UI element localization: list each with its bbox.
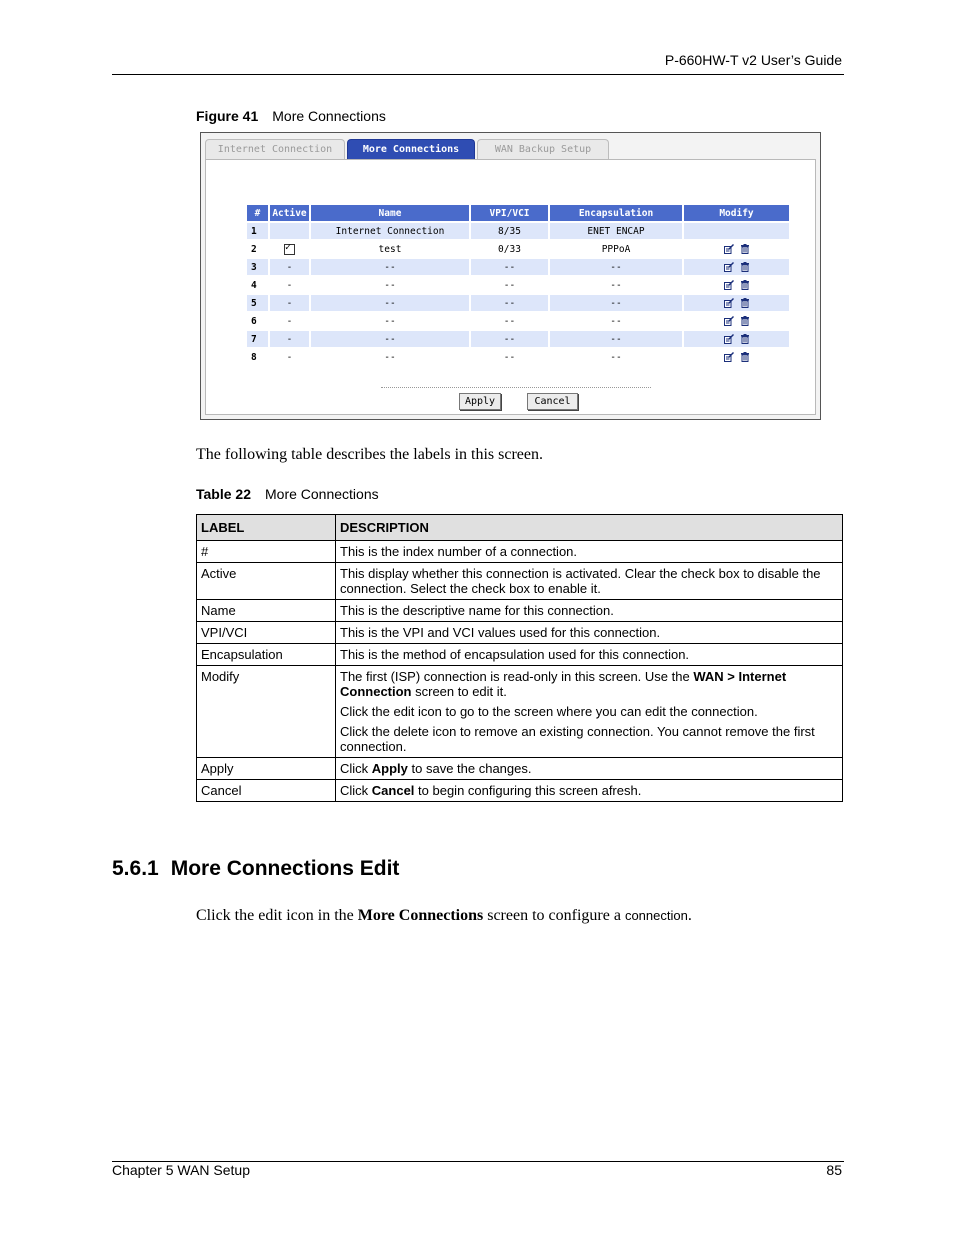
connections-panel <box>205 159 816 415</box>
active-cell <box>270 223 309 239</box>
active-cell: - <box>286 351 293 363</box>
description-text: This is the index number of a connection. <box>340 544 578 559</box>
apply-button[interactable]: Apply <box>459 393 501 410</box>
description-text: Click the edit icon to go to the screen where you can edit the connection. <box>340 704 758 719</box>
vpi-vci-cell: -- <box>471 259 548 275</box>
modify-cell <box>684 277 789 293</box>
description-text: This is the method of encapsulation used for this connection. <box>340 647 690 662</box>
name-cell: -- <box>384 315 396 327</box>
description-text: This is the descriptive name for this connection. <box>340 603 614 618</box>
description-text: This is the VPI and VCI values used for this connection. <box>340 625 661 640</box>
paragraph-end: . <box>687 907 692 924</box>
trash-icon[interactable] <box>740 316 750 326</box>
label-column-header: LABEL <box>197 515 336 541</box>
active-checkbox[interactable] <box>284 244 295 255</box>
figure-title: More Connections <box>272 108 386 124</box>
connection-row <box>247 331 789 347</box>
cancel-button[interactable]: Cancel <box>527 393 578 410</box>
description-row <box>197 622 843 644</box>
label-cell: # <box>197 541 336 563</box>
edit-icon[interactable] <box>724 352 734 362</box>
description-cell <box>336 563 843 600</box>
page-number: 85 <box>826 1162 842 1178</box>
index-cell: 4 <box>251 279 257 291</box>
edit-icon[interactable] <box>724 316 734 326</box>
trash-icon[interactable] <box>740 298 750 308</box>
index-cell: 8 <box>251 351 257 363</box>
index-cell: 3 <box>247 259 268 275</box>
modify-cell <box>684 223 789 239</box>
edit-icon[interactable] <box>724 298 734 308</box>
col-modify: Modify <box>684 205 789 221</box>
vpi-vci-cell: -- <box>503 279 516 291</box>
encapsulation-cell: -- <box>550 259 682 275</box>
modify-cell <box>684 331 789 347</box>
connection-row <box>247 295 789 311</box>
description-cell <box>336 758 843 780</box>
description-text: This display whether this connection is activated. Clear the check box to disable the connection. Select the check box to enable it. <box>340 566 821 596</box>
encapsulation-cell: -- <box>550 295 682 311</box>
vpi-vci-cell: -- <box>503 351 516 363</box>
encapsulation-cell: -- <box>610 279 622 291</box>
description-table <box>196 514 843 802</box>
index-cell: 1 <box>247 223 268 239</box>
trash-icon[interactable] <box>740 244 750 254</box>
col-name: Name <box>311 205 469 221</box>
figure-caption <box>196 108 386 124</box>
vpi-vci-cell: -- <box>471 331 548 347</box>
name-cell: -- <box>311 295 469 311</box>
screenshot-frame <box>200 132 821 420</box>
edit-icon[interactable] <box>724 334 734 344</box>
description-text: Click Cancel to begin configuring this screen afresh. <box>340 783 642 798</box>
footer-chapter: Chapter 5 WAN Setup <box>112 1162 250 1178</box>
modify-cell <box>684 259 789 275</box>
description-row <box>197 780 843 802</box>
connection-row <box>247 313 789 329</box>
active-cell <box>270 241 309 257</box>
edit-icon[interactable] <box>724 262 734 272</box>
vpi-vci-cell: 0/33 <box>498 243 521 255</box>
description-cell <box>336 622 843 644</box>
description-row <box>197 666 843 758</box>
paragraph-small: connection <box>624 908 688 923</box>
section-title: More Connections Edit <box>170 857 400 880</box>
label-cell: Cancel <box>197 780 336 802</box>
encapsulation-cell: ENET ENCAP <box>550 223 682 239</box>
description-cell <box>336 644 843 666</box>
connection-row <box>247 277 789 293</box>
description-cell <box>336 600 843 622</box>
table-caption <box>196 486 379 502</box>
description-text: The first (ISP) connection is read-only in this screen. Use the WAN > Internet Connection screen to edit it. <box>340 669 787 699</box>
name-cell: test <box>378 243 402 255</box>
name-cell: -- <box>311 259 469 275</box>
index-cell: 6 <box>251 315 257 327</box>
encapsulation-cell: PPPoA <box>601 243 631 255</box>
col-index: # <box>247 205 268 221</box>
name-cell: -- <box>384 351 396 363</box>
trash-icon[interactable] <box>740 262 750 272</box>
description-column-header: DESCRIPTION <box>336 515 843 541</box>
description-text: Click the delete icon to remove an existing connection. You cannot remove the first connection. <box>340 724 815 754</box>
table-number: Table 22 <box>196 486 251 502</box>
name-cell: -- <box>311 331 469 347</box>
modify-cell <box>684 295 789 311</box>
connection-row <box>247 241 789 257</box>
connection-row <box>247 259 789 275</box>
header-rule <box>112 74 844 75</box>
vpi-vci-cell: 8/35 <box>471 223 548 239</box>
encapsulation-cell: -- <box>610 315 622 327</box>
label-cell: Encapsulation <box>197 644 336 666</box>
table-title: More Connections <box>265 486 379 502</box>
modify-cell <box>684 313 789 329</box>
section-number: 5.6.1 <box>112 857 159 880</box>
name-cell: -- <box>384 279 396 291</box>
intro-text: The following table describes the labels in this screen. <box>196 446 544 463</box>
index-cell: 2 <box>251 243 257 255</box>
section-heading <box>112 857 411 881</box>
description-row <box>197 758 843 780</box>
description-row <box>197 563 843 600</box>
edit-icon[interactable] <box>724 280 734 290</box>
description-cell <box>336 541 843 563</box>
active-cell: - <box>270 331 309 347</box>
label-cell: Name <box>197 600 336 622</box>
label-cell: Modify <box>197 666 336 758</box>
description-row <box>197 644 843 666</box>
active-cell: - <box>270 259 309 275</box>
figure-number: Figure 41 <box>196 108 259 124</box>
tab-wan-backup-setup[interactable]: WAN Backup Setup <box>477 139 609 159</box>
trash-icon[interactable] <box>740 352 750 362</box>
active-cell: - <box>270 295 309 311</box>
section-paragraph <box>196 907 692 925</box>
paragraph-text: Click the edit icon in the <box>196 907 358 924</box>
edit-icon[interactable] <box>724 244 734 254</box>
paragraph-bold: More Connections <box>357 907 484 924</box>
index-cell: 7 <box>247 331 268 347</box>
label-cell: Apply <box>197 758 336 780</box>
col-vpi-vci: VPI/VCI <box>471 205 548 221</box>
col-active: Active <box>270 205 309 221</box>
name-cell: Internet Connection <box>311 223 469 239</box>
vpi-vci-cell: -- <box>503 315 516 327</box>
col-encapsulation: Encapsulation <box>550 205 682 221</box>
running-header: P-660HW-T v2 User’s Guide <box>664 52 842 68</box>
active-cell: - <box>286 279 293 291</box>
description-row <box>197 541 843 563</box>
connection-row <box>247 349 789 365</box>
description-header-row <box>197 515 843 541</box>
connection-row <box>247 223 789 239</box>
tab-more-connections[interactable]: More Connections <box>347 139 475 159</box>
encapsulation-cell: -- <box>610 351 622 363</box>
description-cell <box>336 780 843 802</box>
connections-header-row <box>247 205 789 221</box>
paragraph-text-mid: screen to configure a <box>483 907 625 924</box>
connections-table <box>245 203 791 367</box>
description-row <box>197 600 843 622</box>
divider <box>381 387 651 388</box>
label-cell: Active <box>197 563 336 600</box>
description-text: Click Apply to save the changes. <box>340 761 532 776</box>
modify-cell <box>684 241 789 257</box>
active-cell: - <box>286 315 293 327</box>
trash-icon[interactable] <box>740 334 750 344</box>
description-cell <box>336 666 843 758</box>
tab-internet-connection[interactable]: Internet Connection <box>205 139 345 159</box>
trash-icon[interactable] <box>740 280 750 290</box>
modify-cell <box>684 349 789 365</box>
encapsulation-cell: -- <box>550 331 682 347</box>
vpi-vci-cell: -- <box>471 295 548 311</box>
label-cell: VPI/VCI <box>197 622 336 644</box>
index-cell: 5 <box>247 295 268 311</box>
